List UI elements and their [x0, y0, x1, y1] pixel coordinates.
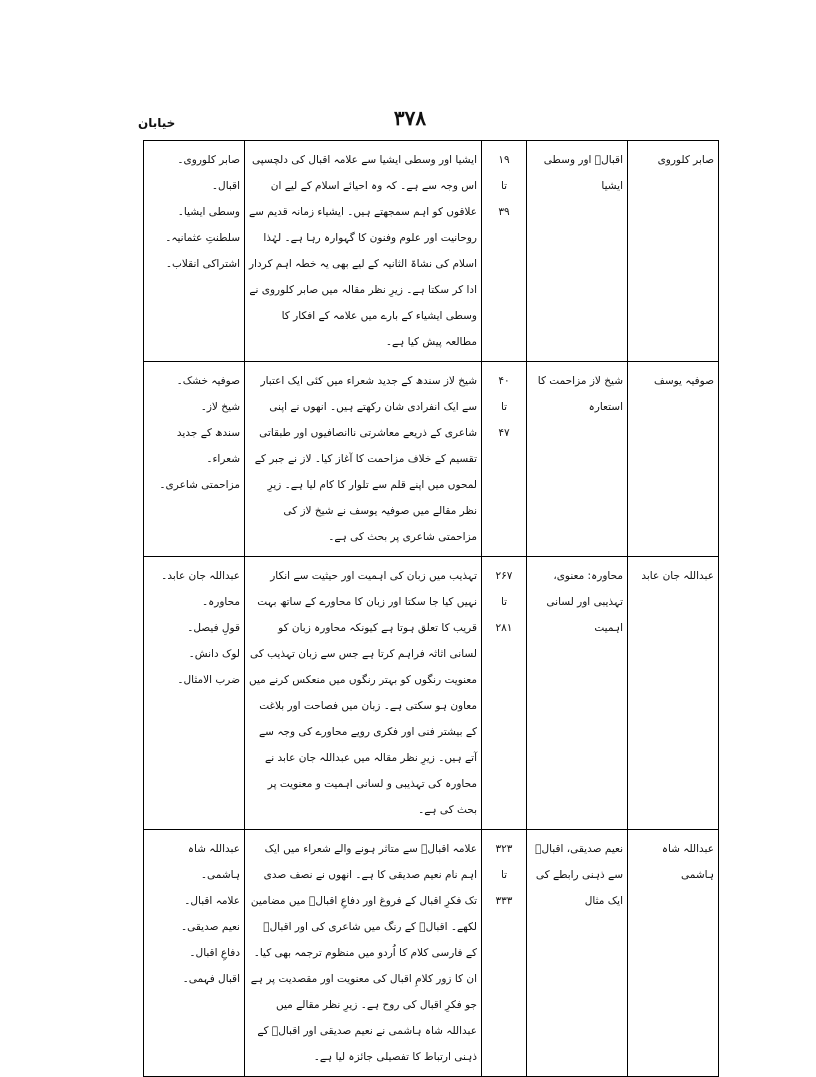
author-cell: صوفیہ یوسف	[628, 362, 719, 557]
pages-cell	[482, 830, 527, 1077]
author-cell: عبداللہ شاہ ہاشمی	[628, 830, 719, 1077]
keyword: شیخ لاز۔	[200, 401, 240, 413]
article-title-cell	[527, 141, 628, 362]
index-table	[143, 140, 719, 1077]
keyword: اقبال فہمی۔	[182, 973, 240, 985]
page-range-part: ۳۳۳	[495, 895, 513, 907]
article-title-cell	[527, 830, 628, 1077]
keyword: اقبال۔	[211, 180, 240, 192]
page-range-part: تا	[500, 180, 508, 192]
article-title-line: نعیم صدیقی، اقبالؒ	[535, 843, 623, 855]
article-title-line: شیخ لاز مزاحمت کا	[537, 375, 623, 387]
keyword: سلطنتِ عثمانیہ۔	[165, 232, 240, 244]
keyword: دفاعِ اقبال۔	[189, 947, 240, 959]
keywords-cell	[144, 141, 245, 362]
article-title-line: استعارہ	[588, 401, 623, 413]
article-title-line: اہمیت	[594, 622, 623, 634]
table-row	[144, 830, 719, 1077]
page-range-part: تا	[500, 401, 508, 413]
page-range-part: ۲۸۱	[495, 622, 513, 634]
page-number: ۳۷۸	[393, 106, 427, 130]
table-row	[144, 557, 719, 830]
page-range-part: ۳۲۳	[495, 843, 513, 855]
article-title-line: اقبالؒ اور وسطی ایشیا	[543, 154, 623, 192]
article-title-line: محاورہ: معنوی،	[553, 570, 623, 582]
article-title-line: تہذیبی اور لسانی	[546, 596, 623, 608]
journal-name: خیابان	[138, 116, 176, 130]
page-range-part: ۴۰	[498, 375, 510, 387]
author-cell: صابر کلوروی	[628, 141, 719, 362]
table-row	[144, 141, 719, 362]
author-cell: عبداللہ جان عابد	[628, 557, 719, 830]
pages-cell	[482, 362, 527, 557]
summary-cell: علامہ اقبالؒ سے متاثر ہونے والے شعراء میں ایک اہم نام نعیم صدیقی کا ہے۔ انھوں نے نصف صدی تک فکرِ اقبال کے فروغ اور دفاعِ اقبالؒ میں مضامین لکھے۔ اقبالؒ کے رنگ میں شاعری کی اور اقبالؒ کے فارسی کلام کا اُردو میں منظوم ترجمہ بھی کیا۔ ان کا زور کلامِ اقبال کی معنویت اور مقصدیت پر ہے جو فکرِ اقبال کی روح ہے۔ زیرِ نظر مقالے میں عبداللہ شاہ ہاشمی نے نعیم صدیقی اور اقبالؒ کے ذہنی ارتباط کا تفصیلی جائزہ لیا ہے۔	[245, 830, 482, 1077]
page-range-part: ۴۷	[498, 427, 510, 439]
keyword: اشتراکی انقلاب۔	[165, 258, 240, 270]
summary-cell: شیخ لاز سندھ کے جدید شعراء میں کئی ایک اعتبار سے ایک انفرادی شان رکھتے ہیں۔ انھوں نے اپنی شاعری کے ذریعے معاشرتی ناانصافیوں اور طبقاتی تقسیم کے خلاف مزاحمت کا آغاز کیا۔ لاز نے جبر کے لمحوں میں اپنے قلم سے تلوار کا کام لیا ہے۔ زیرِ نظر مقالے میں صوفیہ یوسف نے شیخ لاز کی مزاحمتی شاعری پر بحث کی ہے۔	[245, 362, 482, 557]
pages-cell	[482, 141, 527, 362]
pages-cell	[482, 557, 527, 830]
page-range-part: ۳۹	[498, 206, 510, 218]
keywords-cell	[144, 830, 245, 1077]
keyword: عبداللہ شاہ ہاشمی۔	[187, 843, 240, 881]
keyword: محاورہ۔	[201, 596, 240, 608]
page-range-part: ۱۹	[498, 154, 510, 166]
keywords-cell	[144, 557, 245, 830]
keyword: قولِ فیصل۔	[187, 622, 240, 634]
keyword: مزاحمتی شاعری۔	[159, 479, 240, 491]
table-row	[144, 362, 719, 557]
page-range-part: تا	[500, 869, 508, 881]
article-title-cell	[527, 557, 628, 830]
keyword: لوک دانش۔	[188, 648, 240, 660]
keywords-cell	[144, 362, 245, 557]
keyword: عبداللہ جان عابد۔	[161, 570, 240, 582]
keyword: شعراء۔	[206, 453, 240, 465]
keyword: ضرب الامثال۔	[177, 674, 240, 686]
page-range-part: ۲۶۷	[495, 570, 513, 582]
page-range-part: تا	[500, 596, 508, 608]
keyword: وسطی ایشیا۔	[177, 206, 240, 218]
summary-cell: ایشیا اور وسطی ایشیا سے علامہ اقبال کی دلچسپی اس وجہ سے ہے۔ کہ وہ احیائے اسلام کے لیے ان علاقوں کو اہم سمجھتے ہیں۔ ایشیاء زمانہ قدیم سے روحانیت اور علوم وفنون کا گہوارہ رہا ہے۔ لہٰذا اسلام کی نشاۃ الثانیہ کے لیے بھی یہ خطہ اہم کردار ادا کر سکتا ہے۔ زیرِ نظر مقالہ میں صابر کلوروی نے وسطی ایشیاء کے بارے میں علامہ کے افکار کا مطالعہ پیش کیا ہے۔	[245, 141, 482, 362]
keyword: سندھ کے جدید	[176, 427, 240, 439]
article-title-line: ایک مثال	[584, 895, 623, 907]
article-title-line: سے ذہنی رابطے کی	[535, 869, 623, 881]
keyword: علامہ اقبال۔	[184, 895, 240, 907]
keyword: صابر کلوروی۔	[177, 154, 240, 166]
keyword: نعیم صدیقی۔	[180, 921, 240, 933]
summary-cell: تہذیب میں زبان کی اہمیت اور حیثیت سے انکار نہیں کیا جا سکتا اور زبان کا محاورے کے ساتھ بہت قریب کا تعلق ہوتا ہے کیونکہ محاورہ زبان کو لسانی اثاثہ فراہم کرتا ہے جس سے زبان تہذیب کی معنویت رنگوں کو بہتر رنگوں میں منعکس کرنے میں معاون ہو سکتی ہے۔ زبان میں فصاحت اور بلاغت کے بیشتر فنی اور فکری رویے محاورے کی وجہ سے آتے ہیں۔ زیرِ نظر مقالہ میں عبداللہ جان عابد نے محاورہ کی تہذیبی و لسانی اہمیت و معنویت پر بحث کی ہے۔	[245, 557, 482, 830]
article-title-cell	[527, 362, 628, 557]
keyword: صوفیہ خشک۔	[176, 375, 240, 387]
